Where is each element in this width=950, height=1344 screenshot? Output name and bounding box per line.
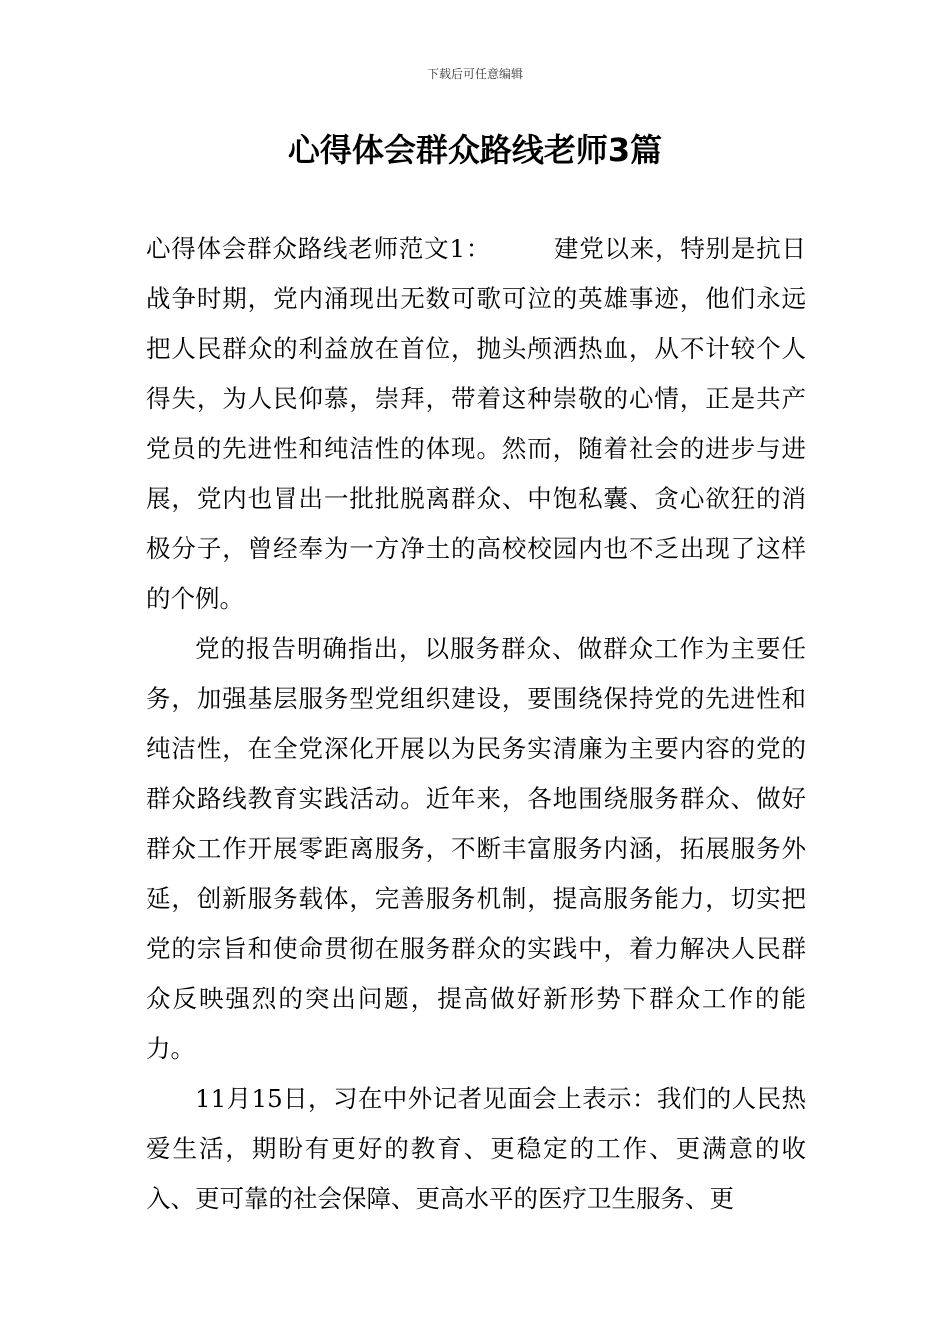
paragraph-text: 建党以来，特别是抗日战争时期，党内涌现出无数可歌可泣的英雄事迹，他们永远把人民群众的利益放在首位，抛头颅洒热血，从不计较个人得失，为人民仰慕，崇拜，带着这种崇敬的心情，正是共产党员的先进性和纯洁性的体现。然而，随着社会的进步与进展，党内也冒出一批批脱离群众、中饱私囊、贪心欲狂的消极分子，曾经奉为一方净土的高校校园内也不乏出现了这样的个例。 <box>146 234 807 613</box>
document-title: 心得体会群众路线老师3篇 <box>287 131 663 169</box>
paragraph-1 <box>146 224 806 624</box>
paragraph-3: 11月15日，习在中外记者见面会上表示：我们的人民热爱生活，期盼有更好的教育、更稳定的工作、更满意的收入、更可靠的社会保障、更高水平的医疗卫生服务、更 <box>146 1084 806 1213</box>
paragraph-lead: 心得体会群众路线老师范文1： <box>146 234 492 263</box>
document-body <box>146 224 806 1224</box>
header-note: 下载后可任意编辑 <box>426 67 523 81</box>
paragraph-2: 党的报告明确指出，以服务群众、做群众工作为主要任务，加强基层服务型党组织建设，要围绕保持党的先进性和纯洁性，在全党深化开展以为民务实清廉为主要内容的党的群众路线教育实践活动。近年来，各地围绕服务群众、做好群众工作开展零距离服务，不断丰富服务内涵，拓展服务外延，创新服务载体，完善服务机制，提高服务能力，切实把党的宗旨和使命贯彻在服务群众的实践中，着力解决人民群众反映强烈的突出问题，提高做好新形势下群众工作的能力。 <box>146 634 806 1063</box>
